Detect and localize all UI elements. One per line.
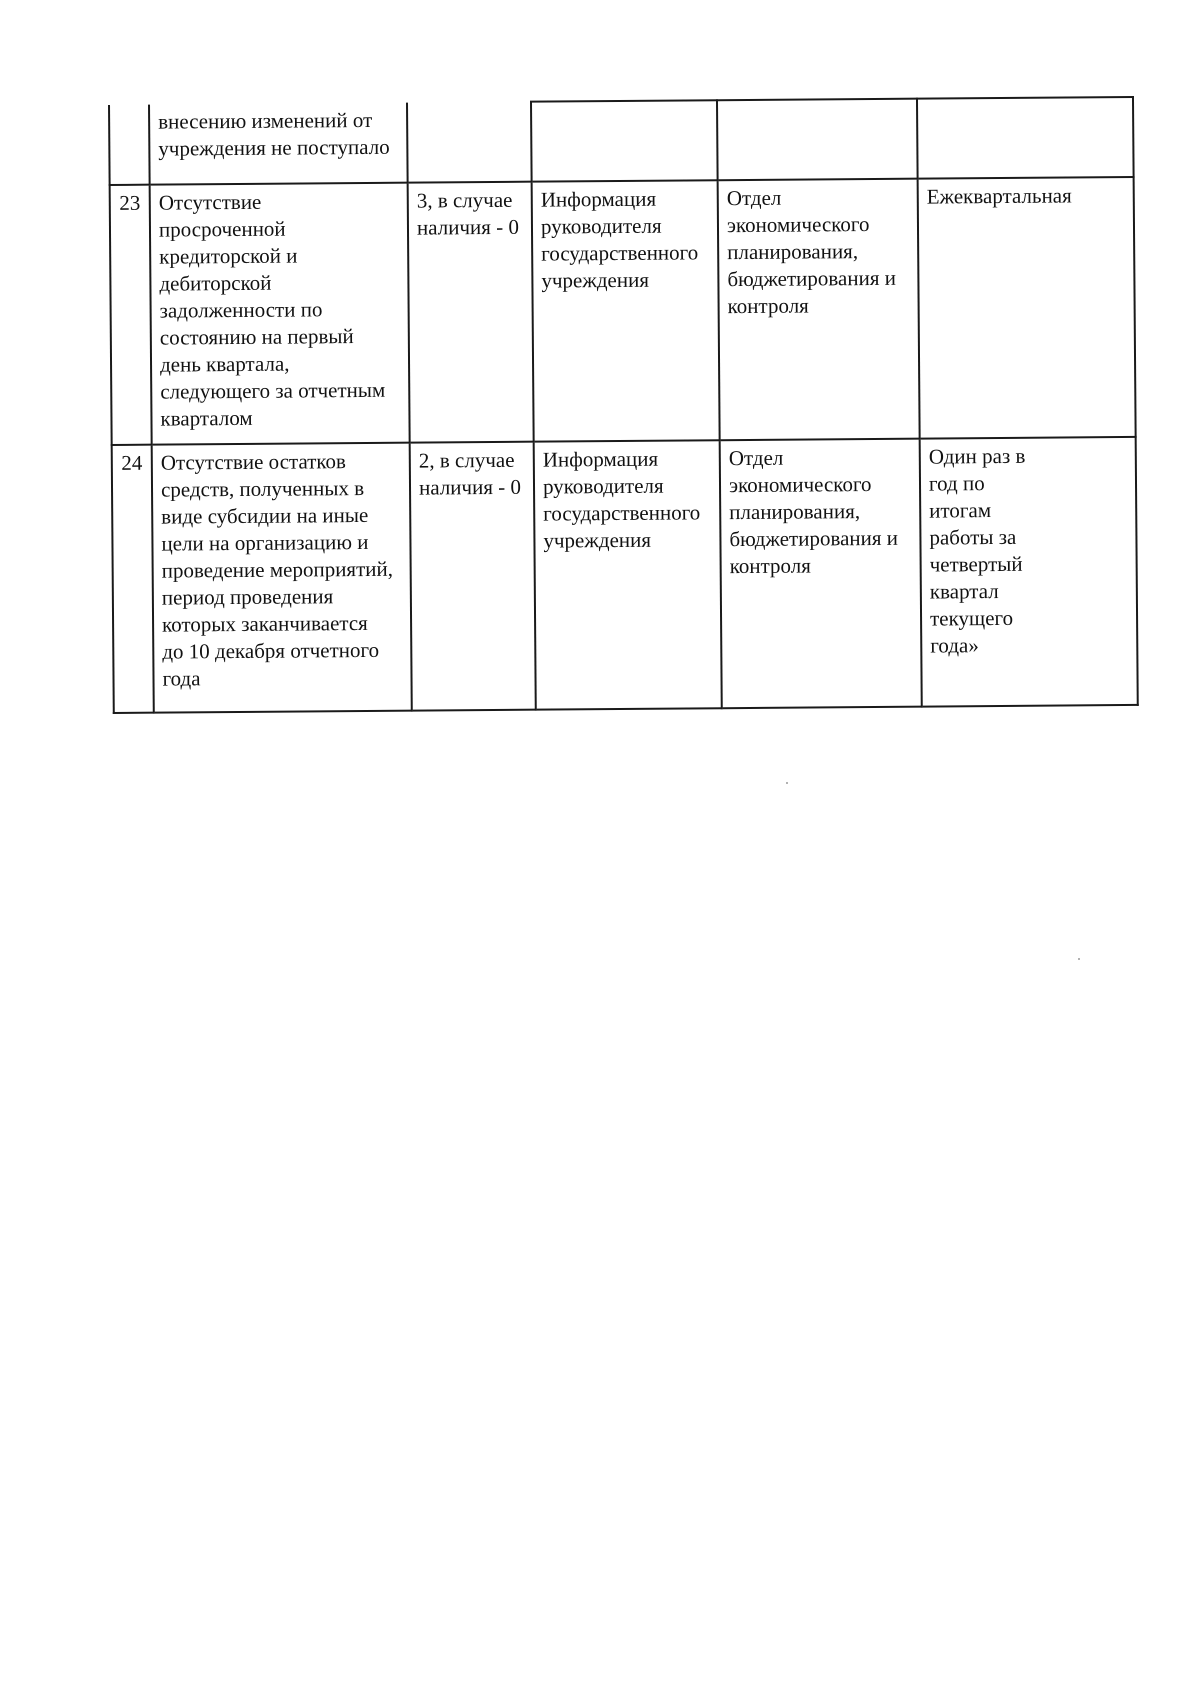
row-number-cell <box>110 185 152 445</box>
responsible-cell <box>720 439 922 709</box>
table-row-24 <box>112 437 1138 713</box>
row-number-cell <box>112 445 154 713</box>
row-number-cell <box>109 105 150 185</box>
source-cell <box>534 440 722 709</box>
score-text: 3, в случае наличия - 0 <box>416 187 519 240</box>
frequency-cell <box>918 177 1136 439</box>
frequency-text: Ежеквартальная <box>926 183 1072 209</box>
frequency-cell <box>917 97 1134 179</box>
criterion-text: внесению изменений от учреждения не поступало <box>158 107 390 161</box>
frequency-cell <box>920 437 1138 707</box>
row-number: 23 <box>119 190 141 215</box>
score-cell <box>407 102 532 183</box>
responsible-cell <box>718 179 920 441</box>
table-row-23 <box>110 177 1136 445</box>
criterion-cell <box>152 443 412 713</box>
responsible-text: Отдел экономического планирования, бюджетирования и контроля <box>726 185 897 319</box>
frequency-text: Один раз в год по итогам работы за четвертый квартал текущего года» <box>928 443 1026 658</box>
document-page <box>108 96 1137 714</box>
score-cell <box>410 442 536 711</box>
score-cell <box>408 182 534 443</box>
responsible-cell <box>717 99 918 181</box>
criterion-text: Отсутствие остатков средств, полученных в виде субсидии на иные цели на организацию и проведение мероприятий, период проведения которых заканчивается до 10 декабря отчетного года <box>160 449 394 691</box>
criteria-table <box>108 96 1139 714</box>
criterion-cell <box>150 183 410 445</box>
source-cell <box>532 180 720 441</box>
criterion-text: Отсутствие просроченной кредиторской и дебиторской задолженности по состоянию на первый день квартала, следующего за отчетным кварталом <box>158 189 386 431</box>
row-number: 24 <box>121 450 143 475</box>
table-row-continuation <box>109 97 1134 185</box>
source-cell <box>531 100 718 181</box>
source-text: Информация руководителя государственного учреждения <box>542 446 701 553</box>
scan-speck <box>786 782 788 784</box>
criterion-cell <box>149 103 408 185</box>
responsible-text: Отдел экономического планирования, бюджетирования и контроля <box>728 445 899 579</box>
source-text: Информация руководителя государственного учреждения <box>540 186 699 293</box>
score-text: 2, в случае наличия - 0 <box>418 447 522 500</box>
scan-speck <box>1078 958 1080 960</box>
